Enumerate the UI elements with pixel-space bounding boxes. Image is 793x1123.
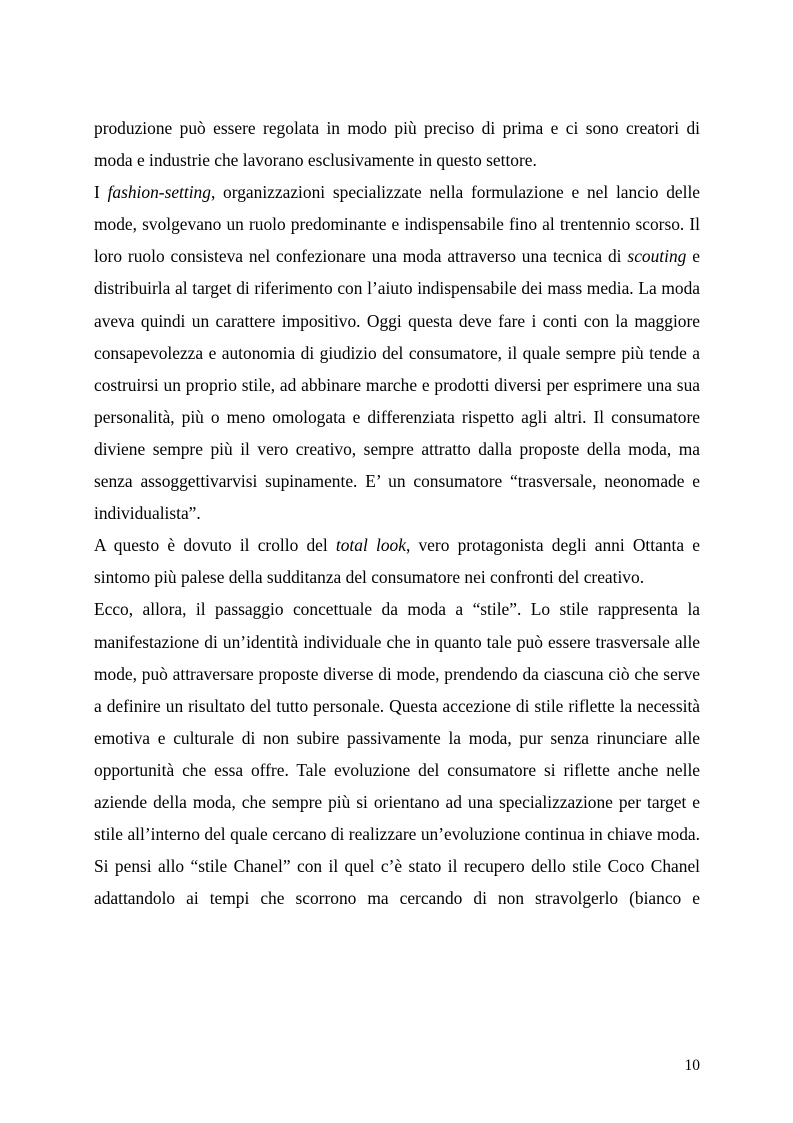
text-run: e distribuirla al target di riferimento con l’aiuto indispensabile dei mass media. La moda aveva quindi un carattere impositivo. Oggi questa deve fare i conti con la maggiore consapevolezza e autonomia di giudizio del consumatore, il quale sempre più tende a costruirsi un proprio stile, ad abbinare marche e prodotti diversi per esprimere una sua personalità, più o meno omologata e differenziata rispetto agli altri. Il consumatore diviene sempre più il vero creativo, sempre attratto dalla proposte della moda, ma senza assoggettivarvisi supinamente. E’ un consumatore “trasversale, neonomade e individualista”. — [94, 246, 700, 524]
italic-term-total-look: total look — [335, 535, 406, 556]
italic-term-fashion-setting: fashion-setting — [107, 182, 211, 203]
paragraph-3 — [94, 529, 700, 593]
text-run: , vero protagonista degli anni Ottanta e sintomo più palese della sudditanza del consumatore nei confronti del creativo. — [94, 535, 700, 588]
paragraph-4 — [94, 593, 700, 914]
text-run: , organizzazioni specializzate nella formulazione e nel lancio delle mode, svolgevano un ruolo predominante e indispensabile fino al trentennio scorso. Il loro ruolo consisteva nel confezionare una moda attraverso una tecnica di — [94, 182, 700, 267]
paragraph-1 — [94, 112, 700, 176]
text-run: A questo è dovuto il crollo del — [94, 535, 336, 556]
text-run: produzione può essere regolata in modo più preciso di prima e ci sono creatori di moda e industrie che lavorano esclusivamente in questo settore. — [94, 118, 700, 171]
paragraph-2 — [94, 176, 700, 529]
body-text — [94, 112, 700, 914]
text-run: I — [94, 182, 108, 203]
italic-term-scouting: scouting — [627, 246, 687, 267]
page-number: 10 — [684, 1057, 700, 1074]
text-run: Ecco, allora, il passaggio concettuale da moda a “stile”. Lo stile rappresenta la manifestazione di un’identità individuale che in quanto tale può essere trasversale alle mode, può attraversare proposte diverse di mode, prendendo da ciascuna ciò che serve a definire un risultato del tutto personale. Questa accezione di stile riflette la necessità emotiva e culturale di non subire passivamente la moda, pur senza rinunciare alle opportunità che essa offre. Tale evoluzione del consumatore si riflette anche nelle aziende della moda, che sempre più si orientano ad una specializzazione per target e stile all’interno del quale cercano di realizzare un’evoluzione continua in chiave moda. Si pensi allo “stile Chanel” con il quel c’è stato il recupero dello stile Coco Chanel adattandolo ai tempi che scorrono ma cercando di non stravolgerlo (bianco e — [94, 599, 700, 909]
